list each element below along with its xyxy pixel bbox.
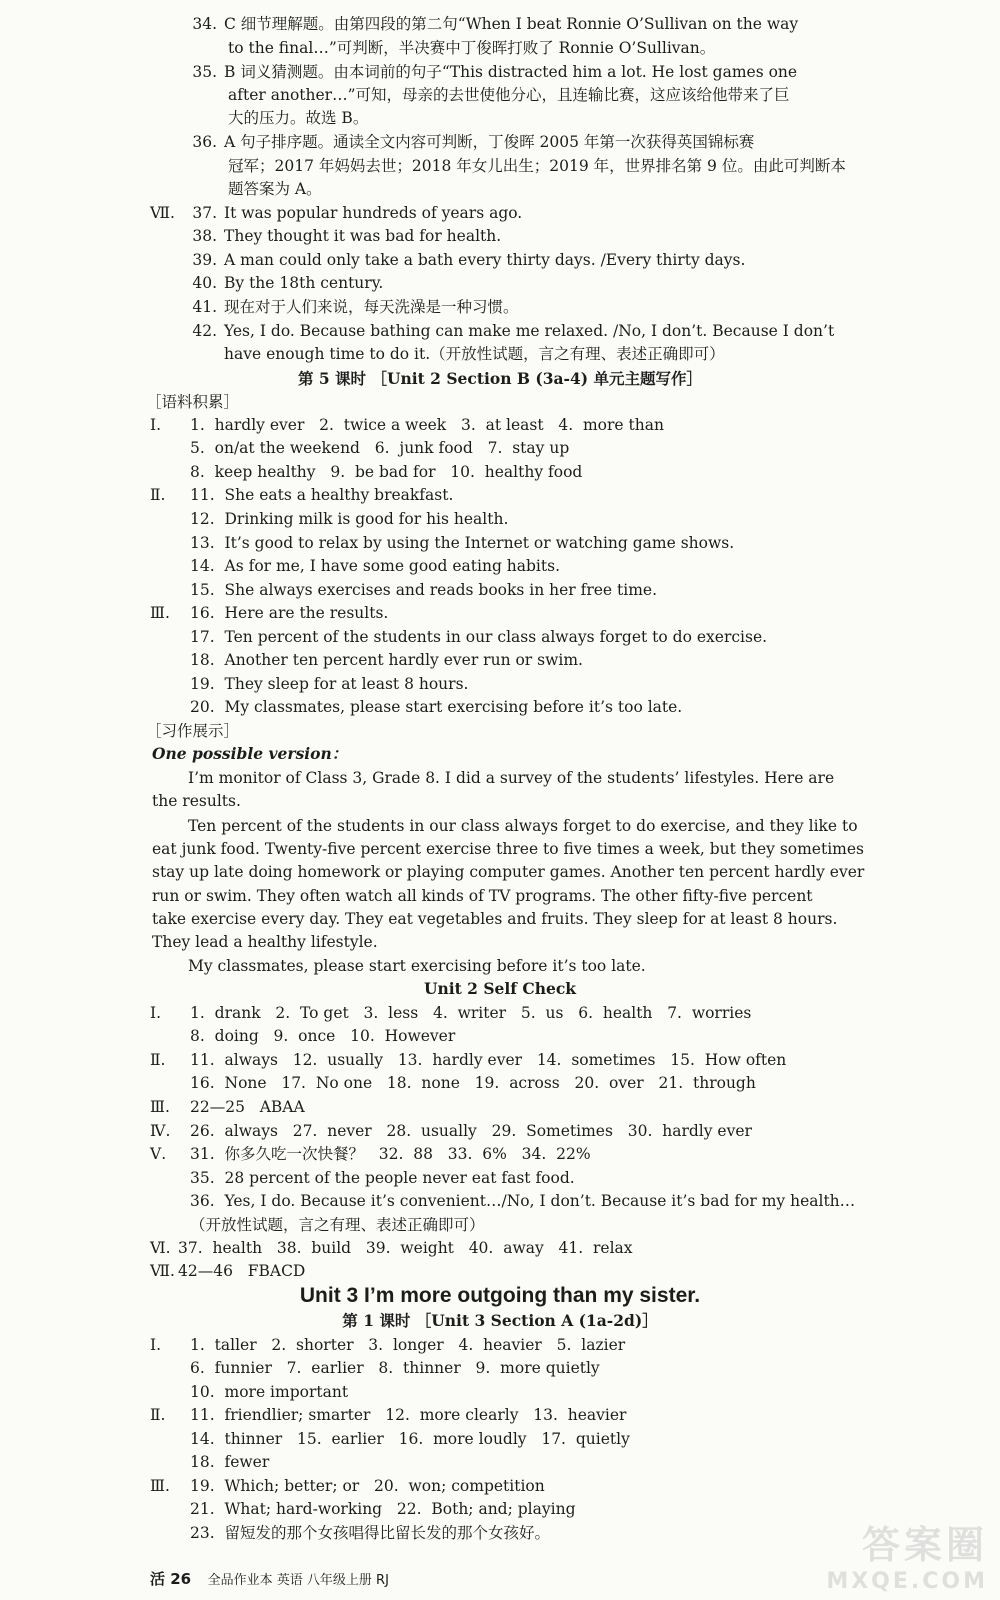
book-info: 全品作业本 英语 八年级上册 RJ xyxy=(207,1573,389,1588)
unit3-title: Unit 3 I’m more outgoing than my sister. xyxy=(299,1284,701,1307)
unit3-lesson-title: 第 1 课时 ［Unit 3 Section A (1a-2d)］ xyxy=(342,1311,658,1330)
lesson5-title: 第 5 课时 ［Unit 2 Section B (3a-4) 单元主题写作］ xyxy=(297,369,703,388)
answer-page: 34. C 细节理解题。由第四段的第二句“When I beat Ronnie O’Sullivan on the way to the final…”可判断，半决赛中丁俊晖打败了 Ronnie O’Sullivan。 35. B 词义猜测题。由本词前的句子“This distracted him a lot. He lost games one after another…”可知，母亲的去世使他分心，且连输比赛，这应该给他带来了巨 大的压力。故选 B。 36. A 句子排序题。通读全文内容可判断，丁俊晖 2005 年第一次获得英国锦标赛 冠军；2017 年妈妈去世；2018 年女儿出生；2019 年，世界排名第 9 位。由此可判断本 题答案为 A。 Ⅶ. 37. It was popular hundreds of years ago. 38. They thought it was bad for health. 39. A man could only take a bath every thirty days. /Every thirty days. 40. By the 18th century. 41. 现在对于人们来说，每天洗澡是一种习惯。 42. Yes, I do. Because bathing can make me relaxed. /No, I don’t. Because I don’t have enough time to do it.（开放性试题，言之有理、表述正确即可） 第 5 课时 ［Unit 2 Section B (3a-4) 单元主题写作］ ［语料积累］ Ⅰ. 1. hardly ever 2. twice a week 3. at least 4. more than 5. on/at the weekend 6. junk food 7. stay up 8. keep healthy 9. be bad for 10. healthy food Ⅱ. 11. She eats a healthy breakfast. 12. Drinking milk is good for his health. 13. It’s good to relax by using the Internet or watching game shows. 14. As for me, I have some good eating habits. 15. She always exercises and reads books in her free time. Ⅲ. 16. Here are the results. 17. Ten percent of the students in our class always forget to do exercise. 18. Another ten percent hardly ever run or swim. 19. They sleep for at least 8 hours. 20. My classmates, please start exercising before it’s too late. ［习作展示］ One possible version： I’m monitor of Class 3, Grade 8. I did a survey of the students’ lifestyles. Here are the results. Ten percent of the students in our class always forget to do exercise, and they like to eat junk food. Twenty-five percent exercise three to five times a week, but they sometimes stay up late doing homework or playing computer games. Another ten percent hardly ever run or swim. They often watch all kinds of TV programs. The other fifty-five percent take exercise every day. They eat vegetables and fruits. They sleep for at least 8 hours. They lead a healthy lifestyle. My classmates, please start exercising before it’s too late. Unit 2 Self Check Ⅰ. 1. drank 2. To get 3. less 4. writer 5. us 6. health 7. worries 8. doing 9. once 10. However Ⅱ. 11. always 12. usually 13. hardly ever 14. sometimes 15. How often 16. None 17. No one 18. none 19. across 20. over 21. through Ⅲ. 22—25 ABAA Ⅳ. 26. always 27. never 28. usually 29. Sometimes 30. hardly ever Ⅴ. 31. 你多久吃一次快餐？ 32. 88 33. 6% 34. 22% 35. 28 percent of the people never eat fast food. 36. Yes, I do. Because it’s convenient…/No, I don’t. Because it’s bad for my health… （开放性试题，言之有理、表述正确即可） Ⅵ. 37. health 38. build 39. weight 40. away 41. relax Ⅶ. 42—46 FBACD Unit 3 I’m more outgoing than my sister. 第 1 课时 ［Unit 3 Section A (1a-2d)］ Ⅰ. 1. taller 2. shorter 3. longer 4. heavier 5. lazier 6. funnier 7. earlier 8. thinner 9. more quietly 10. more important Ⅱ. 11. friendlier; smarter 12. more clearly 13. heavier 14. thinner 15. earlier 16. more loudly 17. quietly 18. fewer Ⅲ. 19. Which; better; or 20. won; competition 21. What; hard-working 22. Both; and; playing 23. 留短发的那个女孩唱得比留长发的那个女孩好。 活 26 全品作业本 英语 八年级上册 RJ 答案圈 MXQE.COM xyxy=(0,0,1000,1600)
watermark xyxy=(826,1514,988,1594)
page-number: 活 26 xyxy=(150,1570,192,1588)
page-footer xyxy=(150,1568,389,1589)
watermark-logo: 答案圈 xyxy=(861,1523,988,1567)
watermark-url: MXQE.COM xyxy=(826,1569,988,1594)
selfcheck-title: Unit 2 Self Check xyxy=(423,979,577,998)
